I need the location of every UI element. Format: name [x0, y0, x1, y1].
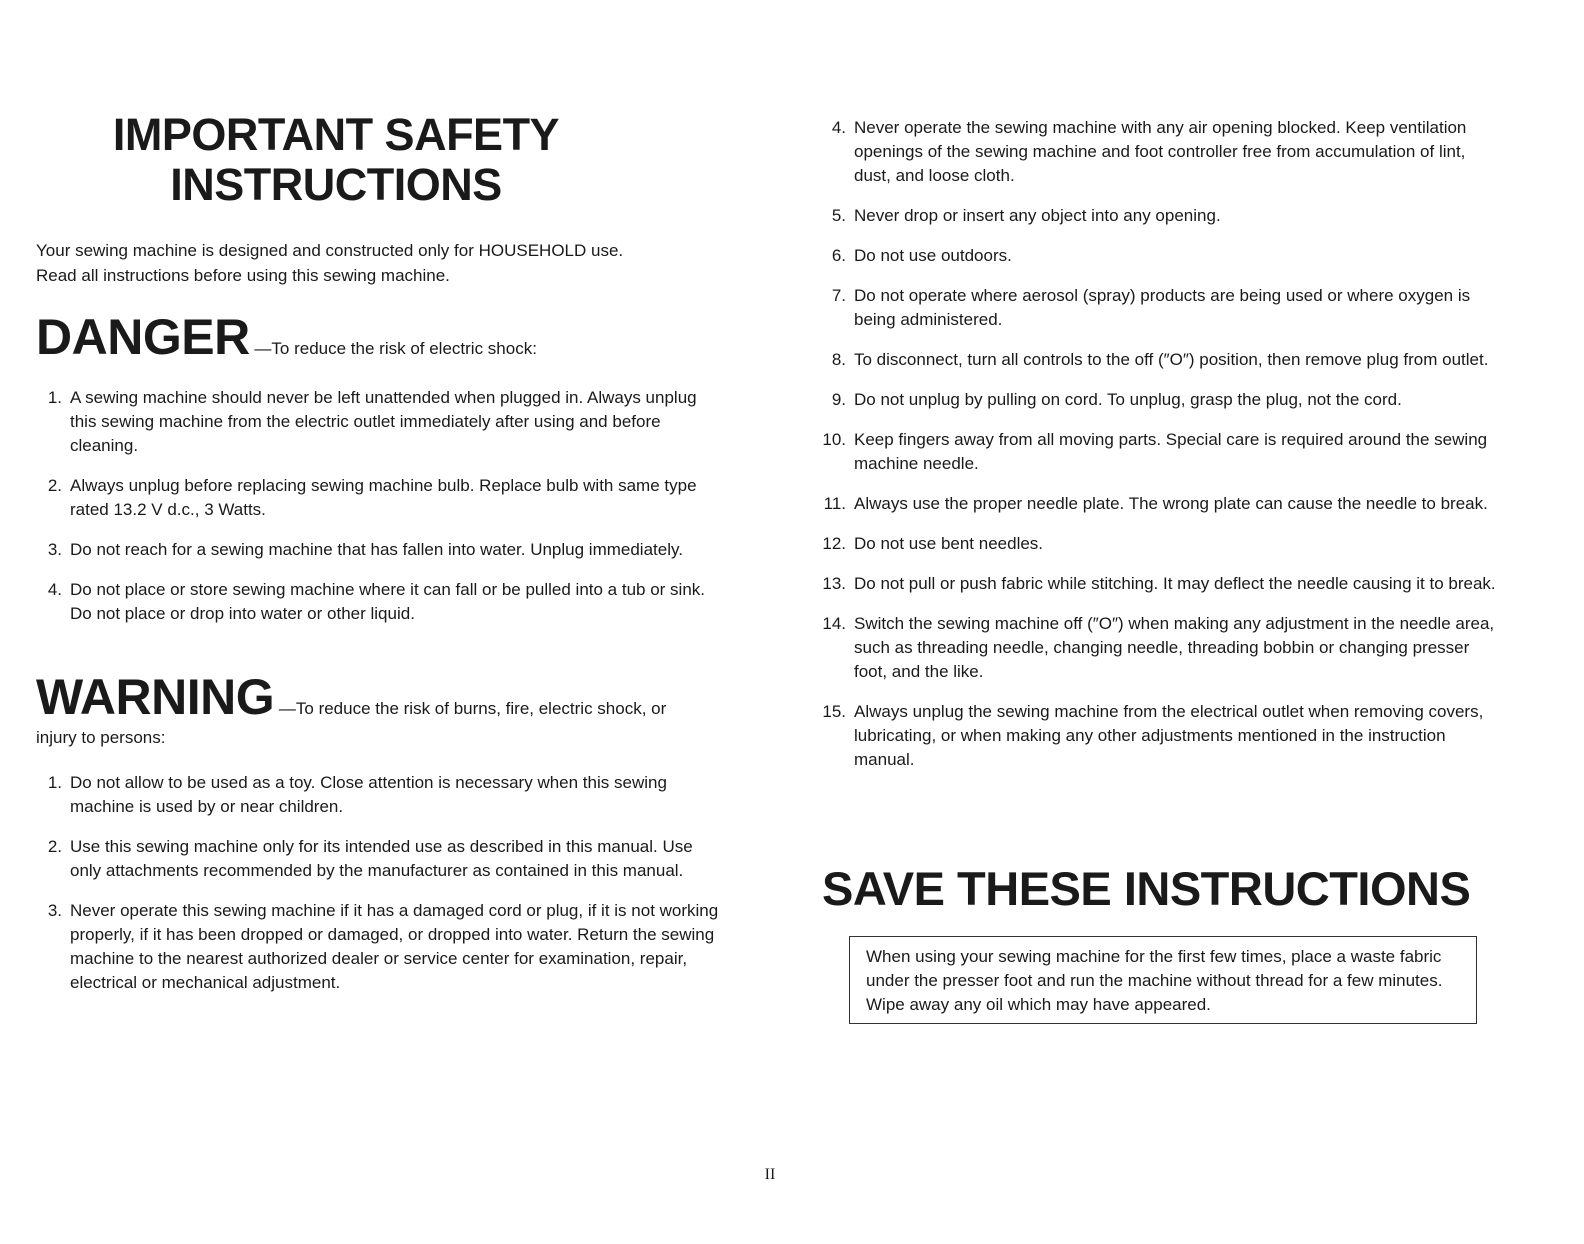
- item-number: 15.: [822, 702, 846, 721]
- first-use-note-box: [849, 936, 1477, 1024]
- list-item: [820, 532, 1500, 556]
- item-number: 13.: [822, 574, 846, 593]
- item-text: Do not operate where aerosol (spray) products are being used or where oxygen is being administered.: [854, 286, 1471, 329]
- item-text: Do not use bent needles.: [854, 534, 1044, 553]
- item-text: Always unplug before replacing sewing machine bulb. Replace bulb with same type rated 13.2 V d.c., 3 Watts.: [70, 476, 697, 519]
- item-text: Do not reach for a sewing machine that has fallen into water. Unplug immediately.: [70, 540, 683, 559]
- item-text: Switch the sewing machine off (″O″) when making any adjustment in the needle area, such as threading needle, changing needle, threading bobbin or changing presser foot, and the like.: [854, 614, 1495, 681]
- list-item: [36, 899, 726, 995]
- list-item: [820, 204, 1500, 228]
- item-text: Never operate the sewing machine with any air opening blocked. Keep ventilation openings of the sewing machine and foot controller free from accumulation of lint, dust, and loose cloth.: [854, 118, 1467, 185]
- list-item: [36, 474, 726, 522]
- item-text: Use this sewing machine only for its intended use as described in this manual. Use only attachments recommended by the manufacturer as contained in this manual.: [70, 837, 693, 880]
- item-text: Never operate this sewing machine if it has a damaged cord or plug, if it is not working properly, if it has been dropped or damaged, or dropped into water. Return the sewing machine to the nearest authorized dealer or service center for examination, repair, electrical or mechanical adjustment.: [70, 901, 719, 992]
- item-number: 4.: [831, 118, 846, 137]
- page-title-line-2: INSTRUCTIONS: [170, 159, 502, 210]
- list-item: [820, 572, 1500, 596]
- first-use-note-text: When using your sewing machine for the first few times, place a waste fabric under the presser foot and run the machine without thread for a few minutes. Wipe away any oil which may have appeared.: [866, 947, 1443, 1014]
- item-number: 1.: [47, 388, 62, 407]
- item-number: 5.: [831, 206, 846, 225]
- save-instructions-heading: SAVE THESE INSTRUCTIONS: [822, 862, 1471, 915]
- item-text: A sewing machine should never be left unattended when plugged in. Always unplug this sewing machine from the electric outlet immediately after using and before cleaning.: [70, 388, 697, 455]
- item-text: Do not use outdoors.: [854, 246, 1012, 265]
- item-text: Do not allow to be used as a toy. Close attention is necessary when this sewing machine is used by or near children.: [70, 773, 667, 816]
- list-item: [820, 612, 1500, 684]
- item-number: 1.: [47, 773, 62, 792]
- item-number: 4.: [47, 580, 62, 599]
- list-item: [820, 428, 1500, 476]
- warning-label: WARNING: [36, 669, 275, 725]
- list-item: [36, 386, 726, 458]
- item-text: Always use the proper needle plate. The wrong plate can cause the needle to break.: [854, 494, 1488, 513]
- item-text: Keep fingers away from all moving parts. Special care is required around the sewing machine needle.: [854, 430, 1488, 473]
- item-number: 14.: [822, 614, 846, 633]
- danger-heading: [36, 309, 756, 365]
- item-number: 9.: [831, 390, 846, 409]
- danger-list: [36, 386, 726, 642]
- item-number: 3.: [47, 540, 62, 559]
- list-item: [36, 771, 726, 819]
- warning-heading: [36, 669, 756, 725]
- page-number: II: [764, 1166, 776, 1183]
- warning-subtitle: —To reduce the risk of burns, fire, electric shock, or: [278, 699, 667, 718]
- item-text: Do not pull or push fabric while stitching. It may deflect the needle causing it to break.: [854, 574, 1496, 593]
- list-item: [820, 284, 1500, 332]
- danger-subtitle: —To reduce the risk of electric shock:: [254, 339, 537, 358]
- item-number: 2.: [47, 837, 62, 856]
- intro-line-1: Your sewing machine is designed and constructed only for HOUSEHOLD use.: [36, 241, 624, 260]
- item-number: 3.: [47, 901, 62, 920]
- item-text: Always unplug the sewing machine from the electrical outlet when removing covers, lubricating, or when making any other adjustments mentioned in the instruction manual.: [854, 702, 1484, 769]
- intro-line-2: Read all instructions before using this sewing machine.: [36, 266, 450, 285]
- list-item: [820, 700, 1500, 772]
- list-item: [820, 116, 1500, 188]
- item-number: 11.: [823, 494, 846, 513]
- item-text: Do not place or store sewing machine where it can fall or be pulled into a tub or sink. Do not place or drop into water or other liquid.: [70, 580, 706, 623]
- page-title: [36, 110, 636, 210]
- list-item: [820, 388, 1500, 412]
- item-number: 7.: [831, 286, 846, 305]
- list-item: [36, 835, 726, 883]
- item-number: 8.: [831, 350, 846, 369]
- danger-label: DANGER: [36, 309, 250, 365]
- list-item: [820, 348, 1500, 372]
- warning-list-left: [36, 771, 726, 1011]
- item-number: 2.: [47, 476, 62, 495]
- item-number: 10.: [822, 430, 846, 449]
- item-text: Do not unplug by pulling on cord. To unplug, grasp the plug, not the cord.: [854, 390, 1402, 409]
- list-item: [820, 244, 1500, 268]
- warning-list-right: [820, 116, 1500, 788]
- page-title-line-1: IMPORTANT SAFETY: [112, 109, 560, 160]
- item-number: 6.: [831, 246, 846, 265]
- intro-text: [36, 238, 736, 288]
- warning-subtitle-continued: injury to persons:: [36, 728, 166, 747]
- item-text: Never drop or insert any object into any opening.: [854, 206, 1221, 225]
- list-item: [820, 492, 1500, 516]
- item-number: 12.: [822, 534, 846, 553]
- item-text: To disconnect, turn all controls to the off (″O″) position, then remove plug from outlet.: [854, 350, 1489, 369]
- list-item: [36, 538, 726, 562]
- list-item: [36, 578, 726, 626]
